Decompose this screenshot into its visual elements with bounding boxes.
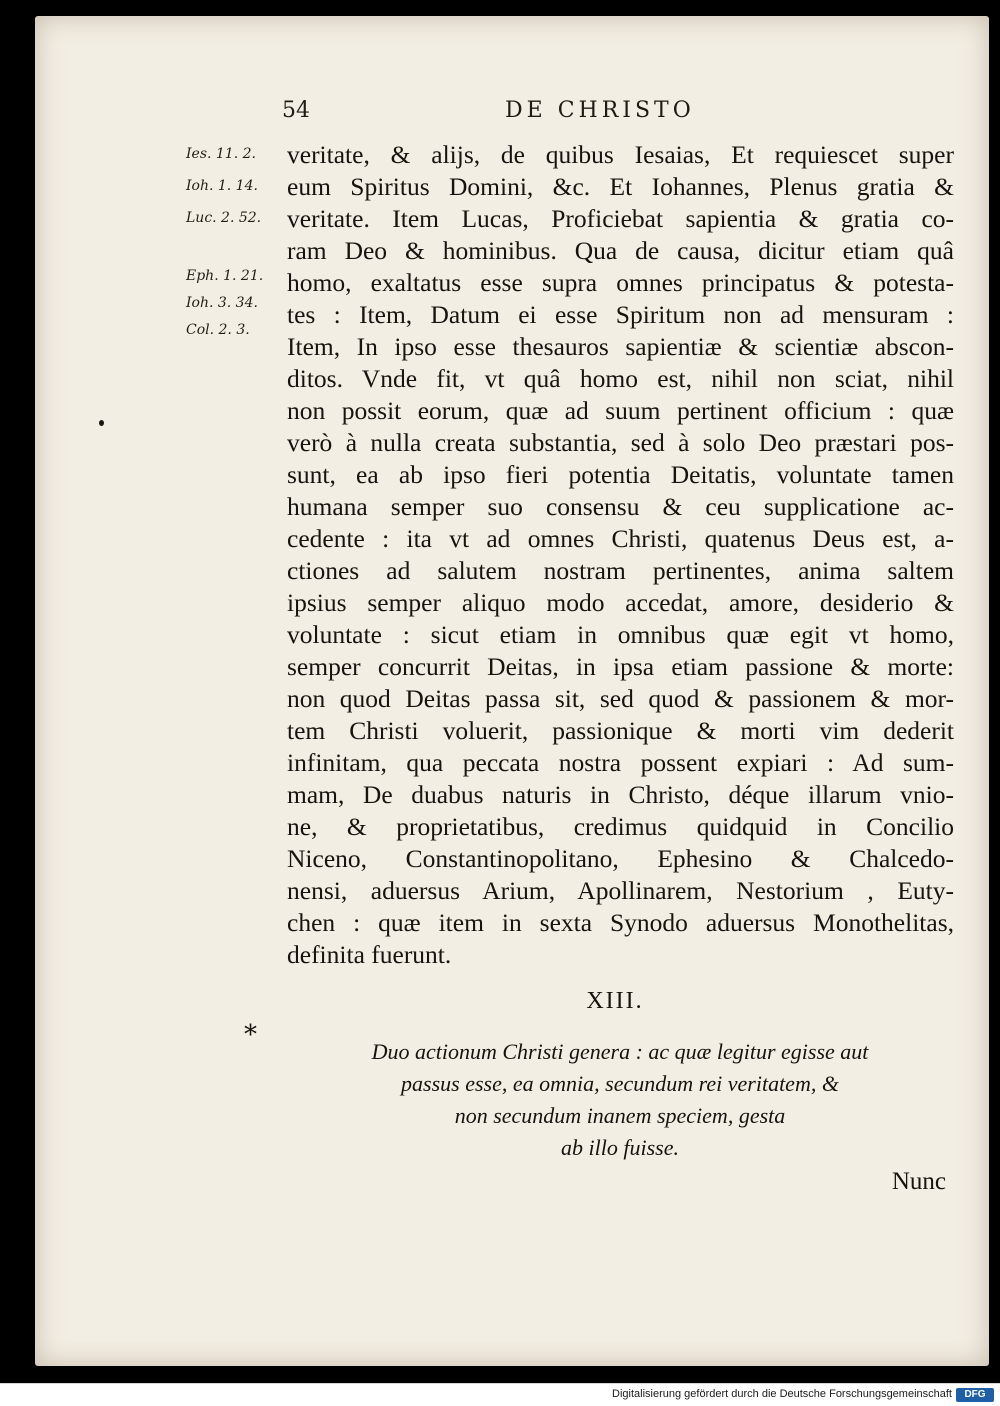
body-line: chen : quæ item in sexta Synodo aduersus Monothelitas, — [287, 908, 954, 937]
heading-line: ab illo fuisse. — [561, 1135, 679, 1160]
ink-speck — [99, 420, 104, 426]
body-line: mam, De duabus naturis in Christo, déque illarum vnio- — [287, 780, 954, 809]
running-head — [0, 98, 1000, 128]
body-line: ne, & proprietatibus, credimus quidquid in Concilio — [287, 812, 954, 841]
footer-credit: Digitalisierung gefördert durch die Deutsche Forschungsgemeinschaft — [612, 1388, 952, 1400]
body-line: ipsius semper aliquo modo accedat, amore, desiderio & — [287, 588, 954, 617]
body-line: ram Deo & hominibus. Qua de causa, dicitur etiam quâ — [287, 236, 954, 265]
body-line: definita fuerunt. — [287, 940, 452, 969]
catchword: Nunc — [891, 1168, 946, 1195]
body-line: Item, In ipso esse thesauros sapientiæ & scientiæ abscon- — [287, 332, 954, 361]
body-line: non quod Deitas passa sit, sed quod & passionem & mor- — [287, 684, 954, 713]
body-line: veritate. Item Lucas, Proficiebat sapientia & gratia co- — [287, 204, 954, 233]
sidenote-john-1: Ioh. 1. 14. — [186, 178, 258, 194]
running-title: DE CHRISTO — [505, 98, 695, 123]
body-line: Niceno, Constantinopolitano, Ephesino & Chalcedo- — [287, 844, 954, 873]
heading-line: passus esse, ea omnia, secundum rei veritatem, & — [401, 1071, 839, 1096]
body-line: ditos. Vnde fit, vt quâ homo est, nihil non sciat, nihil — [287, 364, 954, 393]
body-line: cedente : ita vt ad omnes Christi, quatenus Deus est, a- — [287, 524, 954, 553]
sidenote-ephesians: Eph. 1. 21. — [186, 268, 264, 284]
body-line: veritate, & alijs, de quibus Iesaias, Et requiescet super — [287, 140, 954, 169]
sidenote-colossians: Col. 2. 3. — [186, 322, 250, 338]
body-line: eum Spiritus Domini, &c. Et Iohannes, Plenus gratia & — [287, 172, 954, 201]
body-line: sunt, ea ab ipso fieri potentia Deitatis, voluntate tamen — [287, 460, 954, 489]
body-line: ctiones ad salutem nostram pertinentes, anima saltem — [287, 556, 954, 585]
body-line: humana semper suo consensu & ceu supplicatione ac- — [287, 492, 954, 521]
body-line: verò à nulla creata substantia, sed à solo Deo præstari pos- — [287, 428, 954, 457]
footer-bar — [0, 1383, 1000, 1406]
body-line: homo, exaltatus esse supra omnes principatus & potesta- — [287, 268, 954, 297]
body-line: non possit eorum, quæ ad suum pertinent officium : quæ — [287, 396, 954, 425]
sidenote-john-3: Ioh. 3. 34. — [186, 295, 258, 311]
page-number: 54 — [282, 98, 310, 123]
body-line: voluntate : sicut etiam in omnibus quæ egit vt homo, — [287, 620, 954, 649]
heading-line: non secundum inanem speciem, gesta — [454, 1103, 786, 1128]
heading-line: Duo actionum Christi genera : ac quæ legitur egisse aut — [371, 1039, 869, 1064]
body-line: nensi, aduersus Arium, Apollinarem, Nestorium , Euty- — [287, 876, 954, 905]
body-line: tes : Item, Datum ei esse Spiritum non ad mensuram : — [287, 300, 954, 329]
section-number: XIII. — [586, 988, 644, 1014]
dfg-logo-icon: DFG — [956, 1388, 994, 1402]
body-line: tem Christi voluerit, passionique & morti vim dederit — [287, 716, 954, 745]
asterisk-mark: * — [244, 1020, 257, 1050]
body-line: infinitam, qua peccata nostra possent expiari : Ad sum- — [287, 748, 954, 777]
sidenote-luke: Luc. 2. 52. — [186, 210, 262, 226]
sidenote-isaiah: Ies. 11. 2. — [186, 146, 256, 162]
body-line: semper concurrit Deitas, in ipsa etiam passione & morte: — [287, 652, 954, 681]
